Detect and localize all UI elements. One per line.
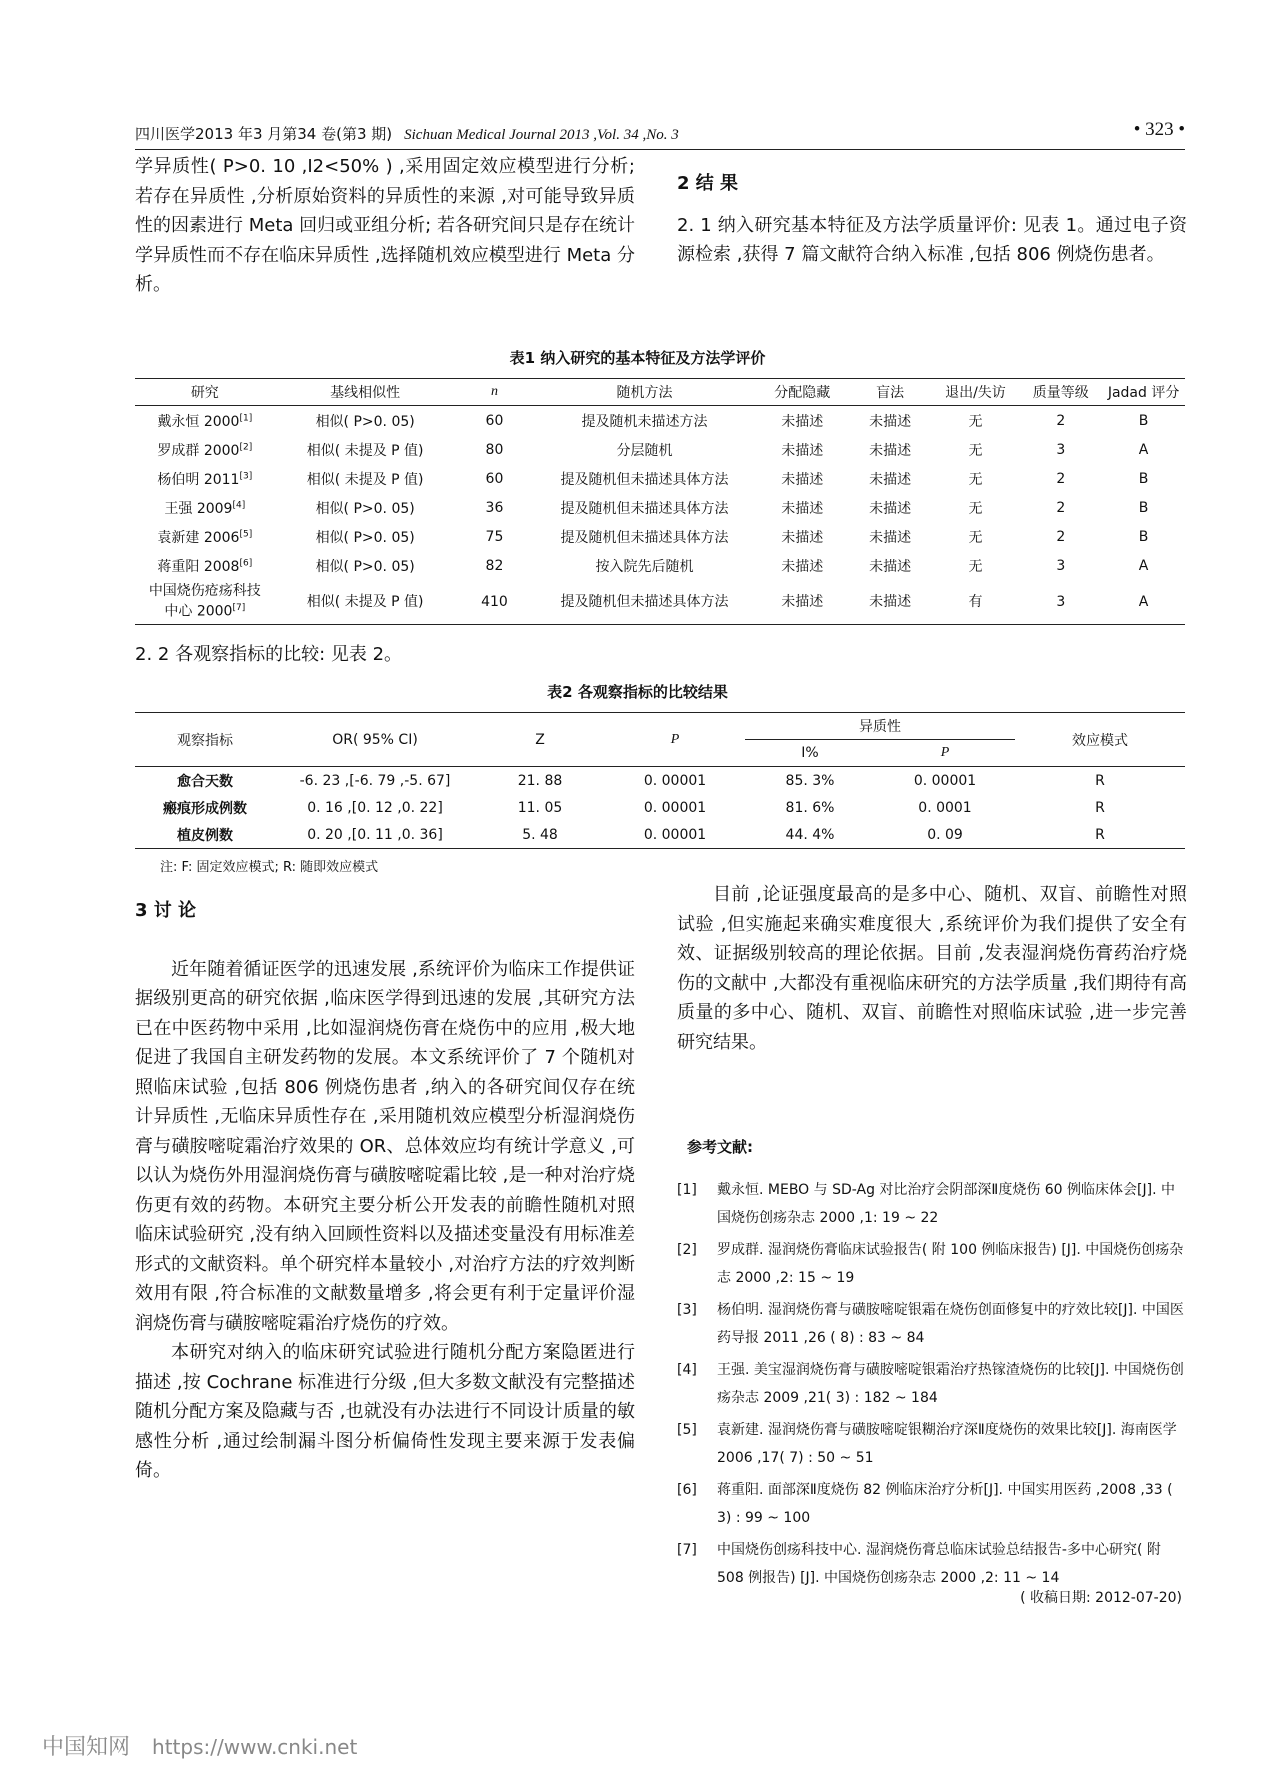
discussion-paragraph: 本研究对纳入的临床研究试验进行随机分配方案隐匿进行描述 ,按 Cochrane 标准进行分级 ,但大多数文献没有完整描述随机分配方案及隐藏与否 ,也就没有办法进行不同设计质量的敏感性分析 ,通过绘制漏斗图分析偏倚性发现主要来源于发表偏倚。	[135, 1342, 635, 1481]
table1-caption: 表1 纳入研究的基本特征及方法学评价	[509, 349, 766, 367]
baseline-cell: 相似( P>0. 05)	[315, 413, 415, 430]
hp-cell: 0. 00001	[913, 772, 977, 789]
model-cell: R	[1095, 772, 1105, 789]
table1-header: Jadad 评分	[1102, 379, 1185, 406]
table2-header: 效应模式	[1015, 713, 1185, 767]
study-cell: 袁新建 2006[5]	[157, 528, 253, 546]
dropout-cell: 无	[968, 500, 983, 517]
i2-cell: 44. 4%	[785, 826, 835, 843]
journal-cn: 四川医学2013 年3 月第34 卷(第3 期)	[135, 125, 393, 143]
page-number: • 323 •	[1133, 119, 1185, 140]
method-cell: 提及随机但未描述具体方法	[560, 471, 729, 488]
discussion-heading: 3 讨 论	[135, 900, 197, 921]
dropout-cell: 无	[968, 529, 983, 546]
jadad-cell: A	[1138, 441, 1149, 458]
baseline-cell: 相似( 未提及 P 值)	[306, 471, 424, 488]
baseline-cell: 相似( 未提及 P 值)	[306, 593, 424, 610]
indicator-cell: 愈合天数	[177, 773, 233, 790]
method-cell: 提及随机未描述方法	[581, 413, 708, 430]
jadad-cell: B	[1138, 470, 1149, 487]
table1-header-row	[135, 379, 1185, 406]
or-cell: -6. 23 ,[-6. 79 ,-5. 67]	[299, 772, 451, 789]
blind-cell: 未描述	[869, 413, 912, 430]
table2-header: 观察指标	[135, 713, 275, 767]
indicator-cell: 植皮例数	[177, 827, 233, 844]
jadad-cell: B	[1138, 528, 1149, 545]
table2	[135, 712, 1185, 849]
table2-header-heterogeneity: 异质性	[745, 713, 1015, 740]
dropout-cell: 有	[968, 593, 983, 610]
table1-header: 退出/失访	[932, 379, 1020, 406]
n-cell: 80	[485, 441, 504, 458]
cnki-url[interactable]: https://www.cnki.net	[152, 1735, 358, 1759]
study-cell: 戴永恒 2000[1]	[157, 412, 253, 430]
n-cell: 75	[485, 528, 504, 545]
references-list	[677, 1176, 1187, 1596]
table-row	[135, 794, 1185, 821]
reference-item: [1] 戴永恒. MEBO 与 SD-Ag 对比治疗会阴部深Ⅱ度烧伤 60 例临床体会[J]. 中国烧伤创疡杂志 2000 ,1: 19 ~ 22	[677, 1182, 1175, 1226]
table1-header: 质量等级	[1019, 379, 1102, 406]
table1	[135, 378, 1185, 625]
dropout-cell: 无	[968, 413, 983, 430]
discussion-right-column	[677, 880, 1187, 1057]
n-cell: 60	[485, 470, 504, 487]
table2-note: 注: F: 固定效应模式; R: 随即效应模式	[160, 860, 379, 875]
table-row	[135, 406, 1185, 436]
z-cell: 5. 48	[522, 826, 558, 843]
table-row	[135, 522, 1185, 551]
dropout-cell: 无	[968, 471, 983, 488]
method-cell: 提及随机但未描述具体方法	[560, 500, 729, 517]
z-cell: 21. 88	[517, 772, 563, 789]
results-2-2: 2. 2 各观察指标的比较: 见表 2。	[135, 644, 403, 665]
discussion-section	[135, 896, 635, 1486]
study-cell: 杨伯明 2011[3]	[157, 470, 253, 488]
table2-header: Z	[475, 713, 605, 767]
baseline-cell: 相似( P>0. 05)	[315, 500, 415, 517]
n-cell: 410	[481, 593, 508, 610]
method-cell: 按入院先后随机	[595, 558, 694, 575]
table-row	[135, 551, 1185, 580]
table-row	[135, 493, 1185, 522]
received-date: ( 收稿日期: 2012-07-20)	[1020, 1590, 1182, 1606]
p-cell: 0. 00001	[643, 826, 707, 843]
quality-cell: 2	[1056, 499, 1066, 516]
journal-en: Sichuan Medical Journal 2013 ,Vol. 34 ,No. 3	[404, 127, 679, 143]
journal-info	[135, 123, 679, 144]
quality-cell: 3	[1056, 593, 1066, 610]
method-cell: 提及随机但未描述具体方法	[560, 593, 729, 610]
quality-cell: 3	[1056, 441, 1066, 458]
table2-header: I%	[745, 740, 875, 767]
n-cell: 82	[485, 557, 504, 574]
i2-cell: 85. 3%	[785, 772, 835, 789]
table-row	[135, 464, 1185, 493]
table2-header-row	[135, 713, 1185, 740]
methods-continuation: 学异质性( P>0. 10 ,I2<50% ) ,采用固定效应模型进行分析; 若存在异质性 ,分析原始资料的异质性的来源 ,对可能导致异质性的因素进行 Meta 回归或亚组分析; 若各研究间只是存在统计学异质性而不存在临床异质性 ,选择随机效应模型进行 Meta 分析。	[135, 156, 635, 295]
p-cell: 0. 00001	[643, 772, 707, 789]
table-row	[135, 767, 1185, 795]
dropout-cell: 无	[968, 442, 983, 459]
blind-cell: 未描述	[869, 471, 912, 488]
table1-header: 基线相似性	[275, 379, 456, 406]
table2-header: P	[605, 713, 745, 767]
conceal-cell: 未描述	[781, 471, 824, 488]
blind-cell: 未描述	[869, 558, 912, 575]
reference-item: [4] 王强. 美宝湿润烧伤膏与磺胺嘧啶银霜治疗热镓渣烧伤的比较[J]. 中国烧伤创疡杂志 2009 ,21( 3) : 182 ~ 184	[677, 1362, 1184, 1406]
quality-cell: 2	[1056, 412, 1066, 429]
study-cell: 罗成群 2000[2]	[157, 441, 253, 459]
reference-item: [5] 袁新建. 湿润烧伤膏与磺胺嘧啶银糊治疗深Ⅱ度烧伤的效果比较[J]. 海南医学 2006 ,17( 7) : 50 ~ 51	[677, 1422, 1177, 1466]
quality-cell: 2	[1056, 528, 1066, 545]
model-cell: R	[1095, 826, 1105, 843]
hp-cell: 0. 0001	[918, 799, 972, 816]
quality-cell: 2	[1056, 470, 1066, 487]
table-row	[135, 580, 1185, 625]
study-cell: 中国烧伤疮疡科技 中心 2000[7]	[148, 583, 261, 620]
conceal-cell: 未描述	[781, 593, 824, 610]
table1-header: 盲法	[849, 379, 932, 406]
results-2-2-block	[135, 640, 635, 670]
table1-header: 研究	[135, 379, 275, 406]
discussion-paragraph: 目前 ,论证强度最高的是多中心、随机、双盲、前瞻性对照试验 ,但实施起来确实难度很大 ,系统评价为我们提供了安全有效、证据级别较高的理论依据。目前 ,发表湿润烧伤膏药治疗烧伤的文献中 ,大都没有重视临床研究的方法学质量 ,我们期待有高质量的多中心、随机、双盲、前瞻性对照临床试验 ,进一步完善研究结果。	[677, 884, 1187, 1053]
baseline-cell: 相似( 未提及 P 值)	[306, 442, 424, 459]
blind-cell: 未描述	[869, 593, 912, 610]
cnki-logo-text: 中国知网	[42, 1735, 131, 1760]
or-cell: 0. 16 ,[0. 12 ,0. 22]	[307, 799, 443, 816]
hp-cell: 0. 09	[927, 826, 963, 843]
results-section	[677, 152, 1187, 270]
reference-item: [6] 蒋重阳. 面部深Ⅱ度烧伤 82 例临床治疗分析[J]. 中国实用医药 ,2008 ,33 ( 3) : 99 ~ 100	[677, 1482, 1173, 1526]
method-cell: 提及随机但未描述具体方法	[560, 529, 729, 546]
i2-cell: 81. 6%	[785, 799, 835, 816]
n-cell: 60	[485, 412, 504, 429]
table-row	[135, 435, 1185, 464]
conceal-cell: 未描述	[781, 500, 824, 517]
reference-item: [3] 杨伯明. 湿润烧伤膏与磺胺嘧啶银霜在烧伤创面修复中的疗效比较[J]. 中国医药导报 2011 ,26 ( 8) : 83 ~ 84	[677, 1302, 1184, 1346]
jadad-cell: A	[1138, 593, 1149, 610]
footer-watermark	[42, 1730, 357, 1761]
study-cell: 王强 2009[4]	[164, 499, 246, 517]
model-cell: R	[1095, 799, 1105, 816]
table-row	[135, 821, 1185, 849]
table2-header: P	[875, 740, 1015, 767]
table1-header: n	[456, 379, 534, 406]
blind-cell: 未描述	[869, 500, 912, 517]
reference-item: [2] 罗成群. 湿润烧伤膏临床试验报告( 附 100 例临床报告) [J]. 中国烧伤创疡杂志 2000 ,2: 15 ~ 19	[677, 1242, 1184, 1286]
p-cell: 0. 00001	[643, 799, 707, 816]
running-header	[135, 119, 1185, 150]
discussion-paragraph: 近年随着循证医学的迅速发展 ,系统评价为临床工作提供证据级别更高的研究依据 ,临床医学得到迅速的发展 ,其研究方法已在中医药物中采用 ,比如湿润烧伤膏在烧伤中的应用 ,极大地促进了我国自主研发药物的发展。本文系统评价了 7 个随机对照临床试验 ,包括 806 例烧伤患者 ,纳入的各研究间仅存在统计异质性 ,无临床异质性存在 ,采用随机效应模型分析湿润烧伤膏与磺胺嘧啶霜治疗效果的 OR、总体效应均有统计学意义 ,可以认为烧伤外用湿润烧伤膏与磺胺嘧啶霜比较 ,是一种对治疗烧伤更有效的药物。本研究主要分析公开发表的前瞻性随机对照临床试验研究 ,没有纳入回顾性资料以及描述变量没有用标准差形式的文献资料。单个研究样本量较小 ,对治疗方法的疗效判断效用有限 ,符合标准的文献数量增多 ,将会更有利于定量评价湿润烧伤膏与磺胺嘧啶霜治疗烧伤的疗效。	[135, 958, 635, 1334]
table2-caption: 表2 各观察指标的比较结果	[547, 683, 728, 701]
blind-cell: 未描述	[869, 442, 912, 459]
baseline-cell: 相似( P>0. 05)	[315, 558, 415, 575]
dropout-cell: 无	[968, 558, 983, 575]
n-cell: 36	[485, 499, 504, 516]
table1-header: 分配隐藏	[756, 379, 849, 406]
table2-header: OR( 95% CI)	[275, 713, 475, 767]
results-heading: 2 结 果	[677, 173, 739, 194]
or-cell: 0. 20 ,[0. 11 ,0. 36]	[307, 826, 443, 843]
reference-item: [7] 中国烧伤创疡科技中心. 湿润烧伤膏总临床试验总结报告-多中心研究( 附 508 例报告) [J]. 中国烧伤创疡杂志 2000 ,2: 11 ~ 14	[677, 1542, 1161, 1586]
quality-cell: 3	[1056, 557, 1066, 574]
table1-header: 随机方法	[533, 379, 755, 406]
jadad-cell: A	[1138, 557, 1149, 574]
conceal-cell: 未描述	[781, 413, 824, 430]
references-heading: 参考文献:	[687, 1138, 753, 1156]
method-cell: 分层随机	[616, 442, 673, 459]
study-cell: 蒋重阳 2008[6]	[157, 557, 253, 575]
conceal-cell: 未描述	[781, 442, 824, 459]
baseline-cell: 相似( P>0. 05)	[315, 529, 415, 546]
conceal-cell: 未描述	[781, 529, 824, 546]
results-2-1: 2. 1 纳入研究基本特征及方法学质量评价: 见表 1。通过电子资源检索 ,获得 7 篇文献符合纳入标准 ,包括 806 例烧伤患者。	[677, 214, 1187, 265]
blind-cell: 未描述	[869, 529, 912, 546]
jadad-cell: B	[1138, 412, 1149, 429]
jadad-cell: B	[1138, 499, 1149, 516]
conceal-cell: 未描述	[781, 558, 824, 575]
left-top-column	[135, 152, 635, 300]
indicator-cell: 瘢痕形成例数	[163, 800, 247, 817]
z-cell: 11. 05	[517, 799, 563, 816]
